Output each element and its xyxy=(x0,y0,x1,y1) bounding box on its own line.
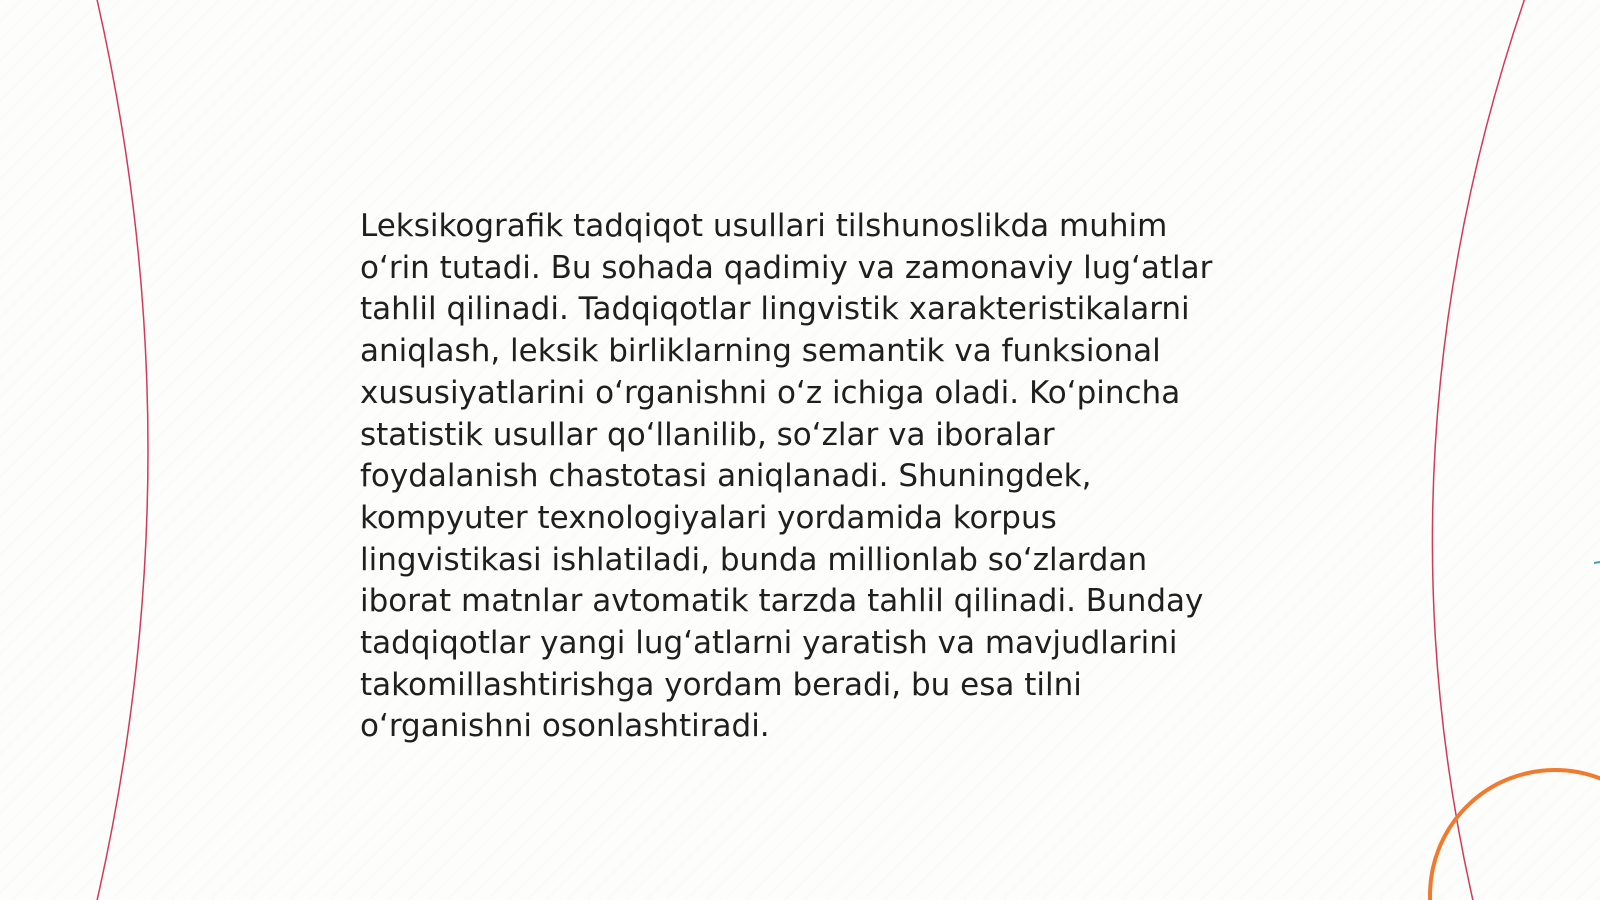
body-paragraph: Leksikografik tadqiqot usullari tilshunoslikda muhim o‘rin tutadi. Bu sohada qadimiy va zamonaviy lug‘atlar tahlil qilinadi. Tadqiqotlar lingvistik xarakteristikalarni aniqlash, leksik birliklarning semantik va funksional xususiyatlarini o‘rganishni o‘z ichiga oladi. Ko‘pincha statistik usullar qo‘llanilib, so‘zlar va iboralar foydalanish chastotasi aniqlanadi. Shuningdek, kompyuter texnologiyalari yordamida korpus lingvistikasi ishlatiladi, bunda millionlab so‘zlardan iborat matnlar avtomatik tarzda tahlil qilinadi. Bunday tadqiqotlar yangi lug‘atlarni yaratish va mavjudlarini takomillashtirishga yordam beradi, bu esa tilni o‘rganishni osonlashtiradi. xyxy=(360,208,1213,745)
right-curve-line xyxy=(1432,0,1526,900)
orange-circle-decoration xyxy=(1430,770,1600,900)
accent-mark xyxy=(1594,562,1600,563)
left-curve-line xyxy=(96,0,148,900)
